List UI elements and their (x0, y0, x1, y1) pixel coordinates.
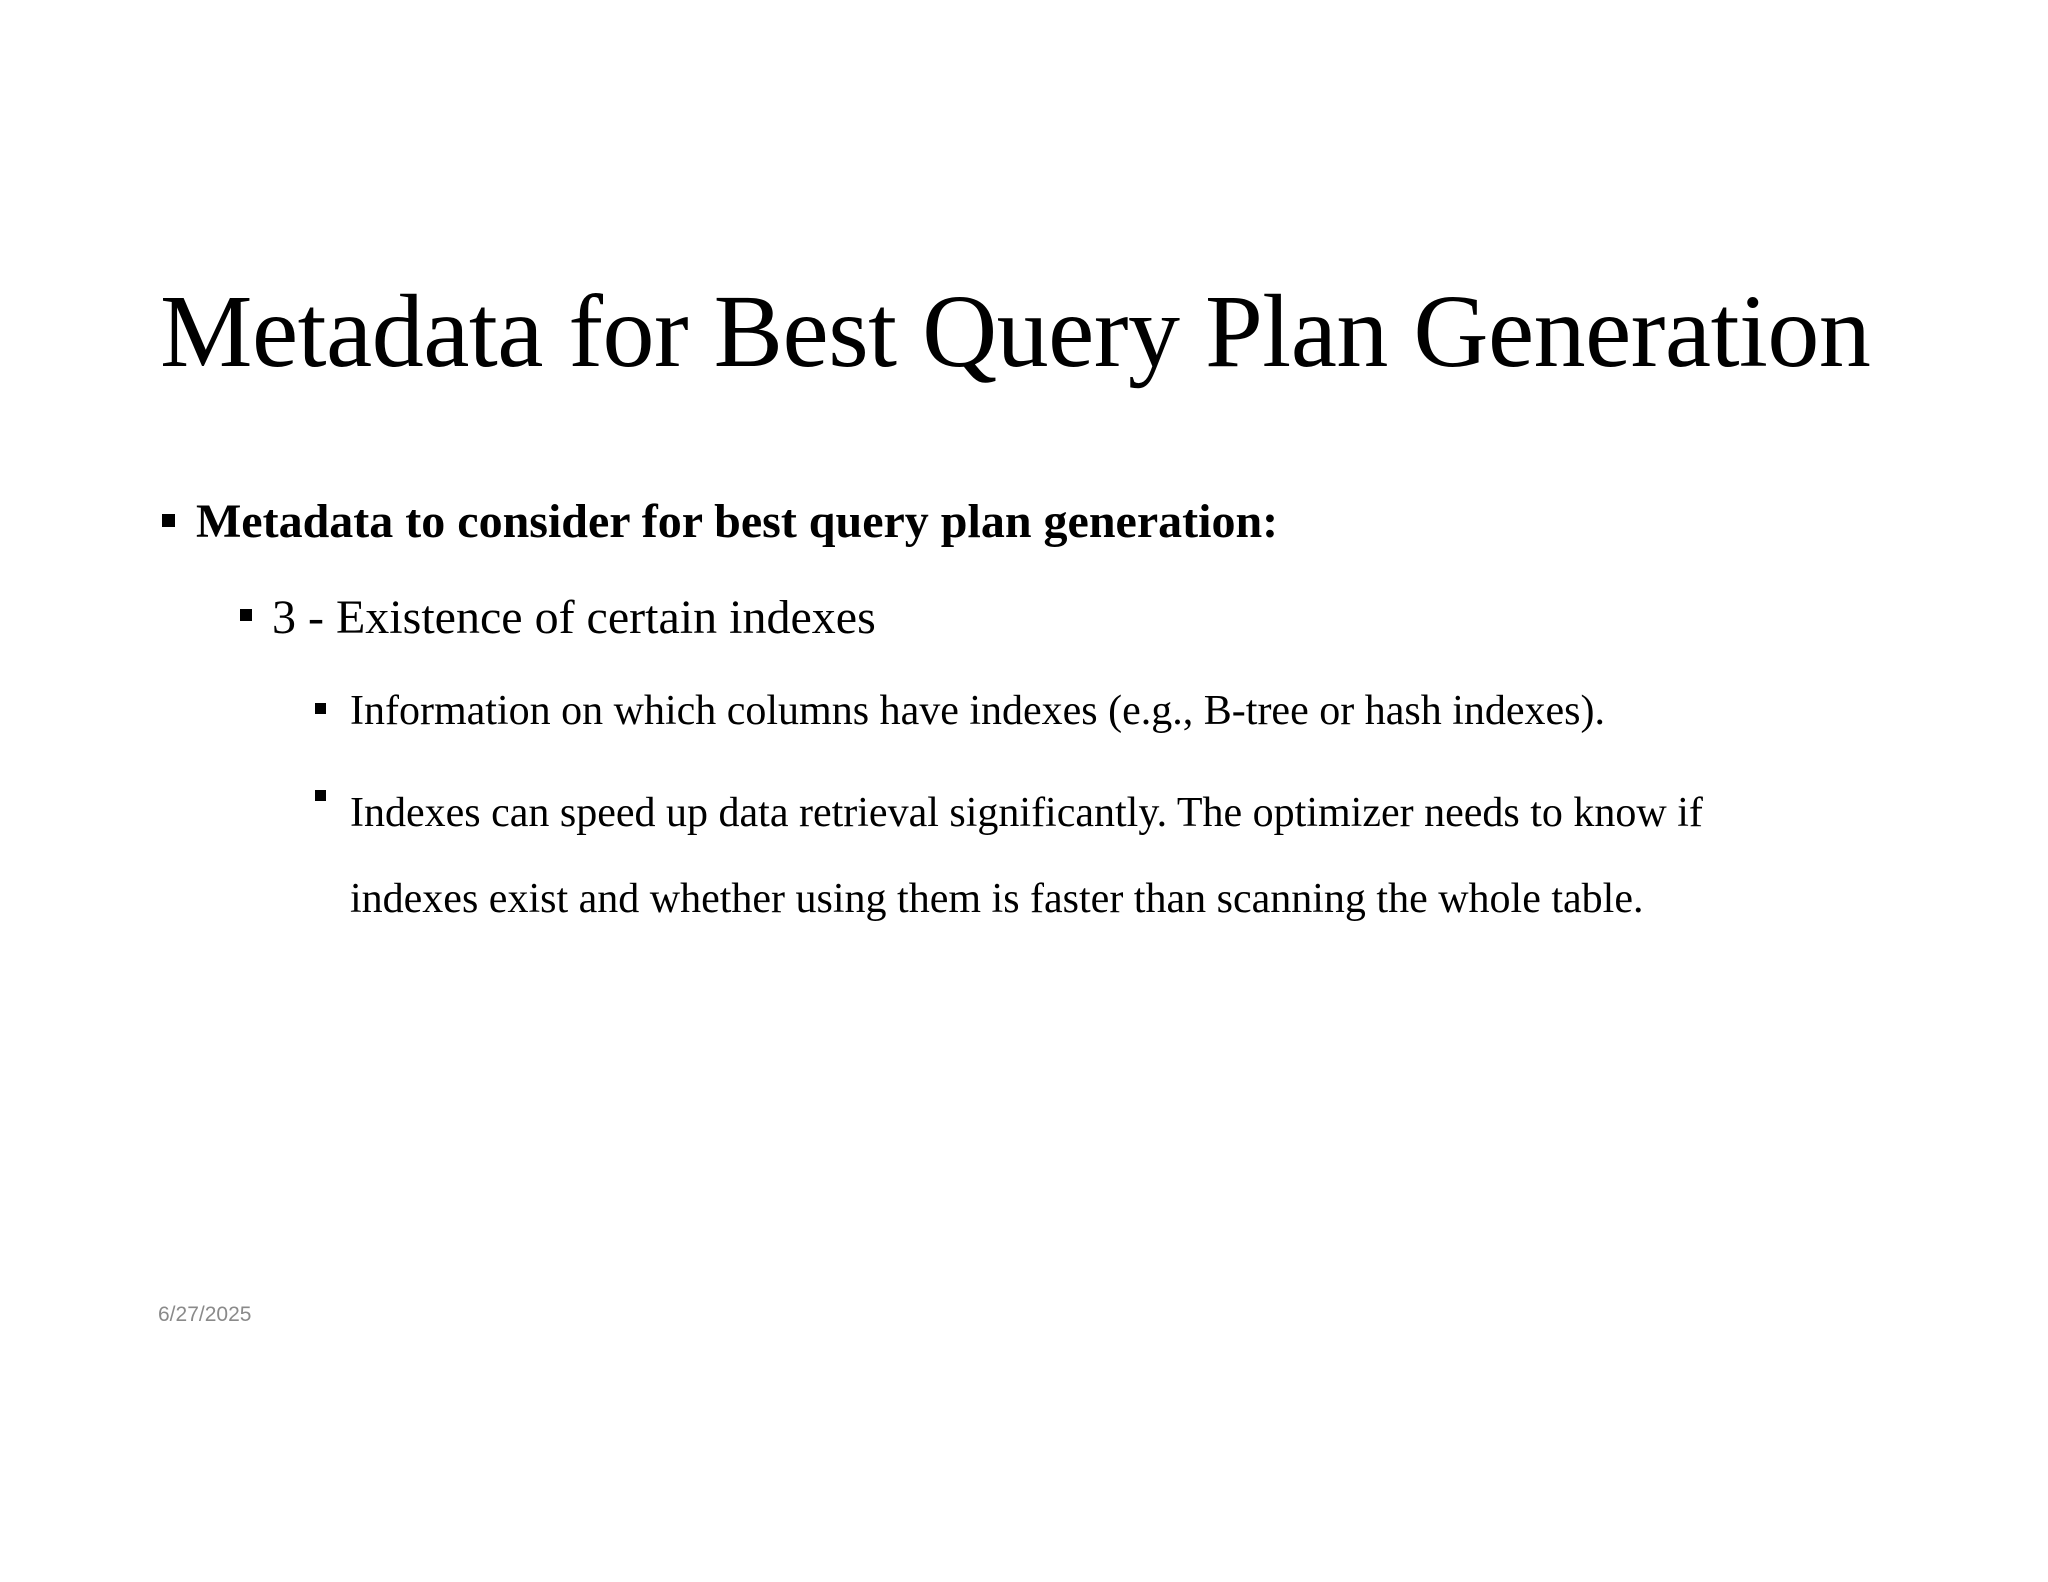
bullet-level3-columns-info: Information on which columns have indexes (e.g., B-tree or hash indexes). (350, 688, 1605, 734)
bullet-level1: Metadata to consider for best query plan generation: (196, 495, 1279, 548)
bullet-level2: 3 - Existence of certain indexes (272, 591, 876, 644)
bullet-level3-indexes-speed (350, 770, 1890, 942)
slide-title: Metadata for Best Query Plan Generation (160, 274, 1871, 389)
square-bullet-icon (315, 703, 326, 714)
date-footer: 6/27/2025 (158, 1303, 252, 1326)
square-bullet-icon (315, 790, 326, 801)
bullet-line: indexes exist and whether using them is faster than scanning the whole table. (350, 876, 1644, 922)
square-bullet-icon (162, 514, 175, 527)
bullet-line: Indexes can speed up data retrieval significantly. The optimizer needs to know if (350, 790, 1703, 836)
square-bullet-icon (240, 609, 252, 621)
